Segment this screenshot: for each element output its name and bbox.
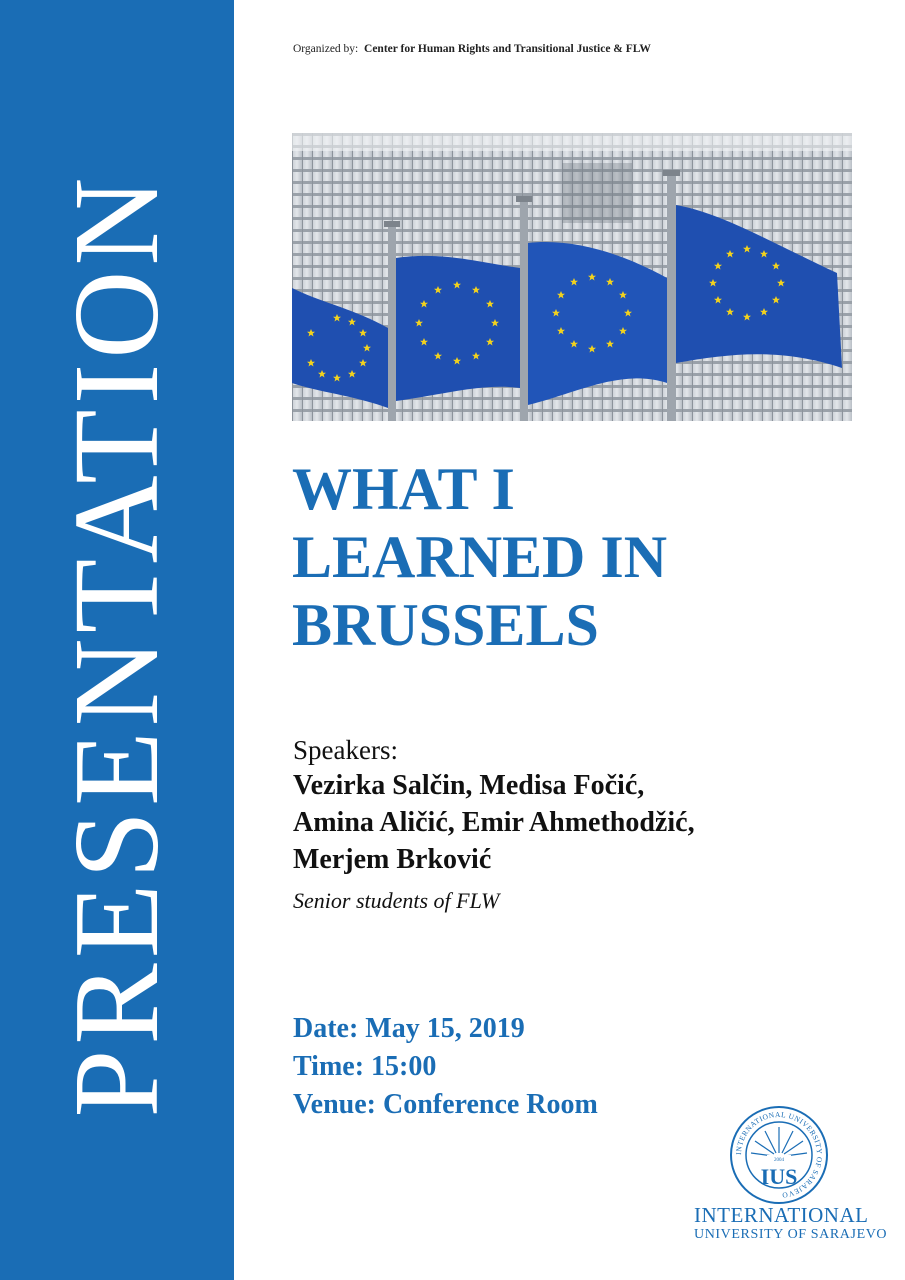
speaker-names-line: Merjem Brković xyxy=(293,844,492,875)
headline-line: WHAT I xyxy=(292,456,515,522)
vertical-title: PRESENTATION xyxy=(49,172,184,1118)
speaker-names-line: Vezirka Salčin, Medisa Fočić, xyxy=(293,770,645,801)
headline-line: LEARNED IN xyxy=(292,524,668,590)
event-date: Date: May 15, 2019 xyxy=(293,1013,525,1044)
university-logo xyxy=(694,1105,888,1245)
speaker-note: Senior students of FLW xyxy=(293,888,500,913)
speaker-names xyxy=(293,767,873,878)
seal-ius: IUS xyxy=(760,1164,798,1189)
event-headline xyxy=(292,455,852,659)
event-time: Time: 15:00 xyxy=(293,1051,437,1082)
logo-name-line2: UNIVERSITY OF SARAJEVO xyxy=(694,1227,888,1242)
organizer-name: Center for Human Rights and Transitional Justice & FLW xyxy=(364,43,651,55)
organizer-line xyxy=(293,43,651,55)
university-seal-icon xyxy=(729,1105,829,1205)
event-details xyxy=(293,1010,598,1124)
speakers-label: Speakers: xyxy=(293,735,398,765)
seal-year: 2004 xyxy=(774,1158,784,1163)
logo-name-line1: INTERNATIONAL xyxy=(694,1203,869,1227)
headline-line: BRUSSELS xyxy=(292,592,599,658)
sidebar-band xyxy=(0,0,234,1280)
event-venue: Venue: Conference Room xyxy=(293,1089,598,1120)
seal-ring-text: INTERNATIONAL UNIVERSITY OF SARAJEVO xyxy=(733,1109,825,1200)
organizer-prefix: Organized by: xyxy=(293,43,359,55)
eu-flags-photo xyxy=(292,133,852,421)
speaker-names-line: Amina Aličić, Emir Ahmethodžić, xyxy=(293,807,695,838)
